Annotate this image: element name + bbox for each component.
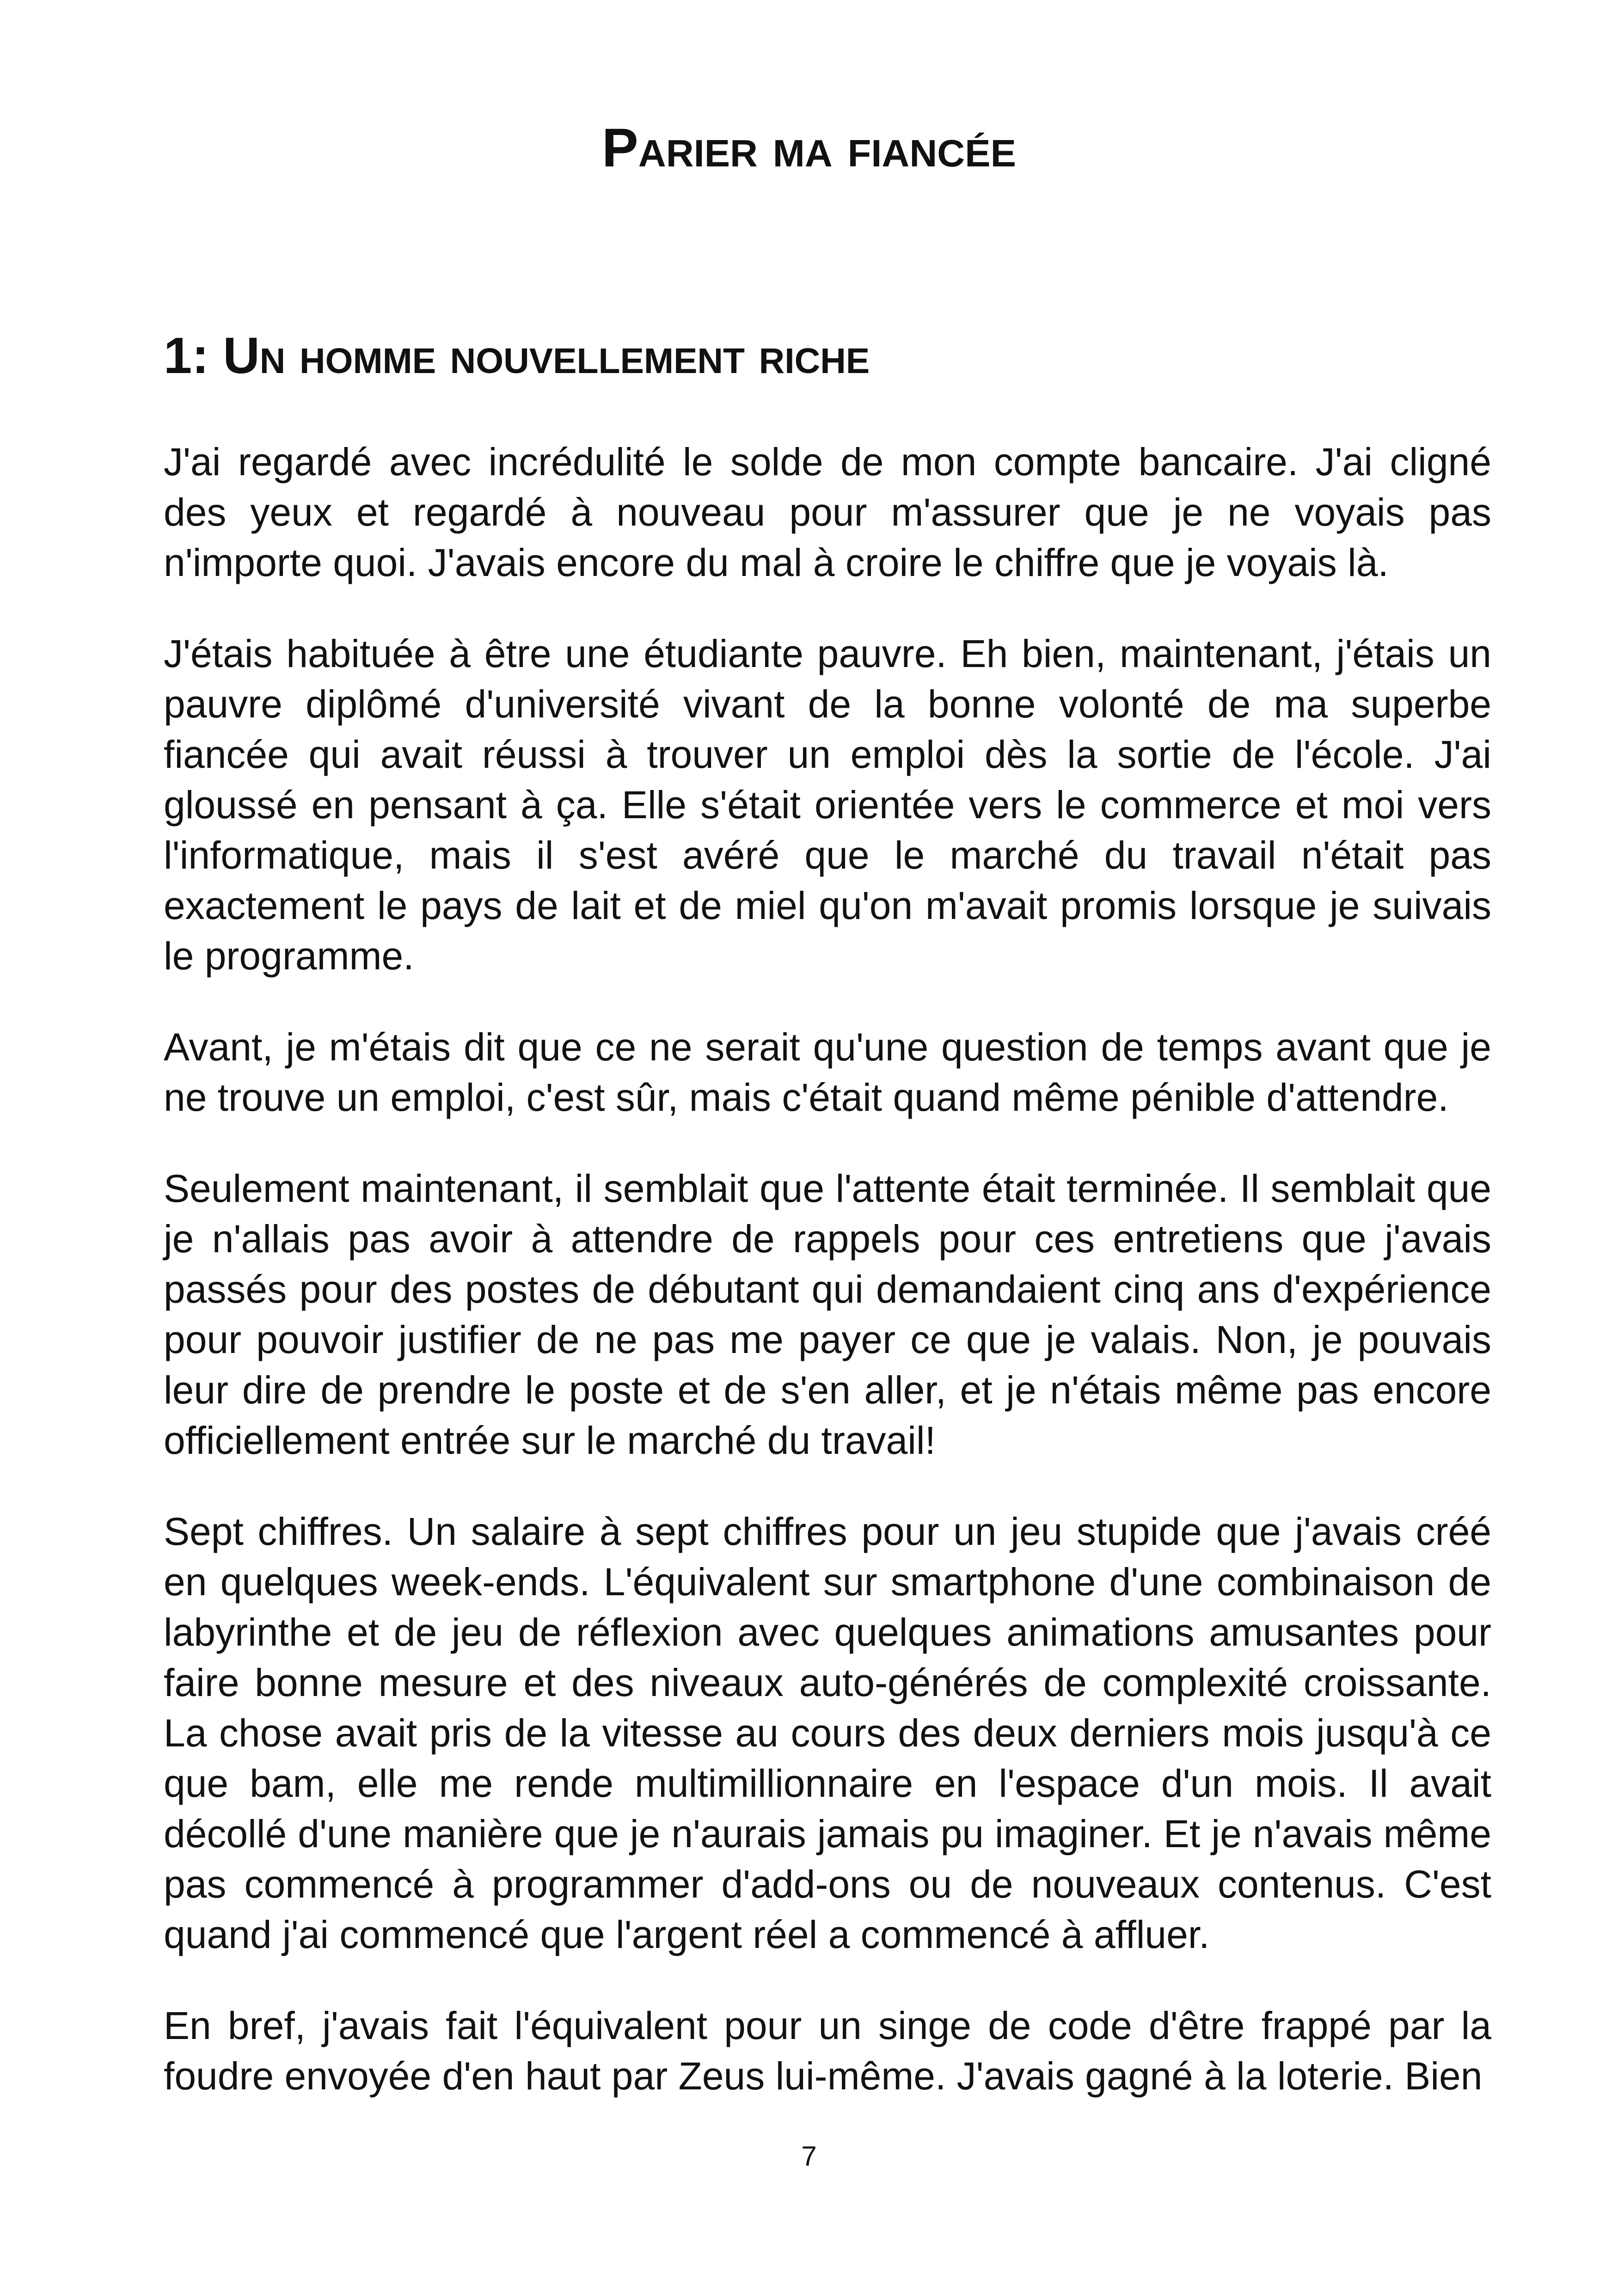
paragraph: J'ai regardé avec incrédulité le solde de mon compte bancaire. J'ai cligné des yeux et regardé à nouveau pour m'assurer que je ne voyais pas n'importe quoi. J'avais encore du mal à croire le chiffre que je voyais là.: [164, 440, 1491, 584]
paragraph: Avant, je m'étais dit que ce ne serait qu'une question de temps avant que je ne trouve un emploi, c'est sûr, mais c'était quand même pénible d'attendre.: [164, 1025, 1491, 1119]
paragraph: J'étais habituée à être une étudiante pauvre. Eh bien, maintenant, j'étais un pauvre diplômé d'université vivant de la bonne volonté de ma superbe fiancée qui avait réussi à trouver un emploi dès la sortie de l'école. J'ai gloussé en pensant à ça. Elle s'était orientée vers le commerce et moi vers l'informatique, mais il s'est avéré que le marché du travail n'était pas exactement le pays de lait et de miel qu'on m'avait promis lorsque je suivais le programme.: [164, 632, 1491, 978]
paragraph: Seulement maintenant, il semblait que l'attente était terminée. Il semblait que je n'allais pas avoir à attendre de rappels pour ces entretiens que j'avais passés pour des postes de débutant qui demandaient cinq ans d'expérience pour pouvoir justifier de ne pas me payer ce que je valais. Non, je pouvais leur dire de prendre le poste et de s'en aller, et je n'étais même pas encore officiellement entrée sur le marché du travail!: [164, 1167, 1491, 1462]
chapter-body: [164, 437, 1491, 2142]
paragraph: Sept chiffres. Un salaire à sept chiffres pour un jeu stupide que j'avais créé en quelques week-ends. L'équivalent sur smartphone d'une combinaison de labyrinthe et de jeu de réflexion avec quelques animations amusantes pour faire bonne mesure et des niveaux auto-générés de complexité croissante. La chose avait pris de la vitesse au cours des deux derniers mois jusqu'à ce que bam, elle me rende multimillionnaire en l'espace d'un mois. Il avait décollé d'une manière que je n'aurais jamais pu imaginer. Et je n'avais même pas commencé à programmer d'add-ons ou de nouveaux contenus. C'est quand j'ai commencé que l'argent réel a commencé à affluer.: [164, 1510, 1491, 1956]
paragraph: En bref, j'avais fait l'équivalent pour un singe de code d'être frappé par la foudre envoyée d'en haut par Zeus lui-même. J'avais gagné à la loterie. Bien: [164, 2004, 1491, 2098]
book-title: Parier ma fiancée: [602, 117, 1016, 178]
chapter-title: 1: Un homme nouvellement riche: [164, 327, 870, 384]
page-number: 7: [801, 2141, 817, 2172]
